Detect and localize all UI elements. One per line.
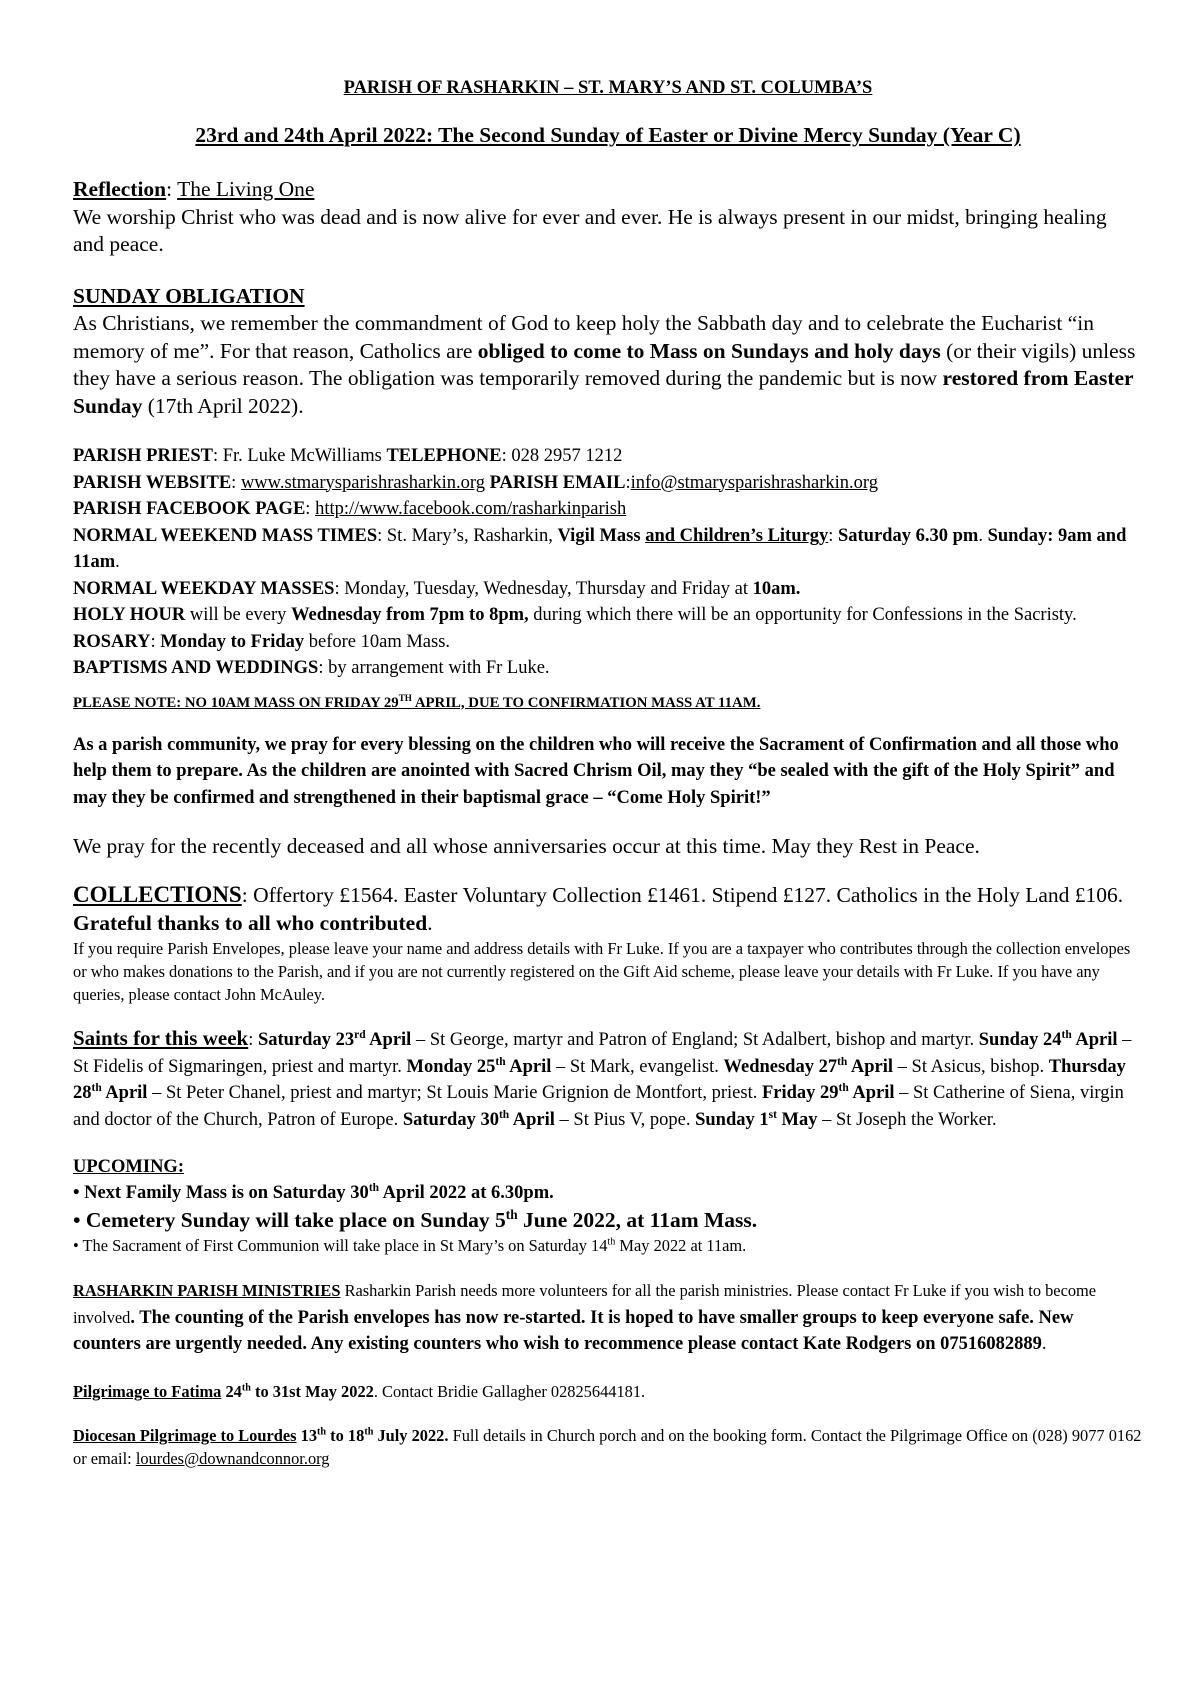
saint-entry: Monday 25th April – St Mark, evangelist. bbox=[406, 1055, 724, 1077]
website-line: PARISH WEBSITE: www.stmarysparishrasharkin.org PARISH EMAIL:info@stmarysparishrasharkin.org bbox=[73, 472, 879, 493]
obligation-text: (or their vigils) unless they have a serious reason. The obligation was temporarily removed during the pandemic but is now bbox=[73, 338, 1136, 390]
upcoming-section bbox=[73, 1154, 1143, 1258]
date-title: 23rd and 24th April 2022: The Second Sunday of Easter or Divine Mercy Sunday (Year C) bbox=[195, 123, 1021, 147]
fatima-pilgrimage: Pilgrimage to Fatima 24th to 31st May 2022. Contact Bridie Gallagher 02825644181. bbox=[73, 1381, 646, 1401]
baptisms-line: BAPTISMS AND WEDDINGS: by arrangement with Fr Luke. bbox=[73, 658, 550, 678]
lourdes-email-link[interactable]: lourdes@downandconnor.org bbox=[135, 1448, 330, 1468]
facebook-link[interactable]: http://www.facebook.com/rasharkinparish bbox=[315, 499, 627, 519]
saints-heading: Saints for this week bbox=[73, 1026, 249, 1050]
saint-entry: Sunday 24th April – St Fidelis of Sigmaringen, priest and martyr. bbox=[73, 1028, 1132, 1077]
upcoming-heading: UPCOMING: bbox=[73, 1157, 184, 1177]
collections-text: Offertory £1564. Easter Voluntary Collection £1461. Stipend £127. Catholics in the Holy Land £106. bbox=[253, 883, 1124, 907]
collections-thanks: Grateful thanks to all who contributed bbox=[73, 910, 428, 935]
newsletter-page bbox=[73, 70, 1143, 1470]
ministries-section: RASHARKIN PARISH MINISTRIES Rasharkin Parish needs more volunteers for all the parish ministries. Please contact Fr Luke if you wish to become involved. The counting of the Parish envelopes has now re-started. It is hoped to have smaller groups to keep everyone safe. New counters are urgently needed. Any existing counters who wish to recommence please contact Kate Rodgers on 07516082889. bbox=[73, 1281, 1097, 1354]
saint-entry: Sunday 1st May – St Joseph the Worker. bbox=[695, 1108, 997, 1130]
reflection-title: The Living One bbox=[177, 177, 315, 201]
priest-line: PARISH PRIEST: Fr. Luke McWilliams TELEPHONE: 028 2957 1212 bbox=[73, 446, 623, 466]
obligation-bold: restored from Easter Sunday bbox=[73, 366, 1134, 418]
reflection-text: We worship Christ who was dead and is now alive for ever and ever. He is always present in our midst, bringing healing and peace. bbox=[73, 204, 1107, 256]
upcoming-item-first-communion: • The Sacrament of First Communion will take place in St Mary’s on Saturday 14th May 2022 at 11am. bbox=[73, 1236, 747, 1255]
facebook-line: PARISH FACEBOOK PAGE: http://www.facebook.com/rasharkinparish bbox=[73, 499, 627, 519]
lourdes-pilgrimage: Diocesan Pilgrimage to Lourdes 13th to 18th July 2022. Full details in Church porch and on the booking form. Contact the Pilgrimage Office on (028) 9077 0162 or email: lourdes@downandconnor.org bbox=[73, 1425, 1142, 1468]
parish-title: PARISH OF RASHARKIN – ST. MARY’S AND ST. COLUMBA’S bbox=[343, 78, 873, 98]
collections-heading: COLLECTIONS bbox=[73, 882, 242, 907]
priest-name: Fr. Luke McWilliams bbox=[222, 446, 382, 466]
telephone-number: 028 2957 1212 bbox=[511, 446, 623, 466]
saint-entry: Thursday 28th April – St Peter Chanel, priest and martyr; St Louis Marie Grignion de Montfort, priest. bbox=[73, 1056, 1126, 1103]
deceased-prayer: We pray for the recently deceased and all whose anniversaries occur at this time. May they Rest in Peace. bbox=[73, 834, 980, 858]
upcoming-item-family-mass: • Next Family Mass is on Saturday 30th April 2022 at 6.30pm. bbox=[73, 1181, 554, 1203]
weekday-mass-line: NORMAL WEEKDAY MASSES: Monday, Tuesday, Wednesday, Thursday and Friday at 10am. bbox=[73, 578, 801, 599]
ministries-heading: RASHARKIN PARISH MINISTRIES bbox=[73, 1281, 341, 1300]
email-link[interactable]: info@stmarysparishrasharkin.org bbox=[630, 472, 879, 493]
obligation-text: As Christians, we remember the commandment of God to keep holy the Sabbath day and to celebrate the Eucharist “in memory of me”. For that reason, Catholics are bbox=[73, 311, 1094, 363]
saints-section: Saints for this week: Saturday 23rd April – St George, martyr and Patron of England; St Adalbert, bishop and martyr. Sunday 24th April – St Fidelis of Sigmaringen, priest and martyr. Monday 25th April – St Mark, evangelist. Wednesday 27th April – St Asicus, bishop. Thursday 28th April – St Peter Chanel, priest and martyr; St Louis Marie Grignion de Montfort, priest. Friday 29th April – St Catherine of Siena, virgin and doctor of the Church, Patron of Europe. Saturday 30th April – St Pius V, pope. Sunday 1st May – St Joseph the Worker. bbox=[73, 1026, 1132, 1130]
weekend-mass-line: NORMAL WEEKEND MASS TIMES: St. Mary’s, Rasharkin, Vigil Mass and Children’s Liturgy: Saturday 6.30 pm. Sunday: 9am and 11am. bbox=[73, 525, 1127, 572]
obligation-bold: obliged to come to Mass on Sundays and holy days bbox=[477, 338, 941, 363]
obligation-text: (17th April 2022). bbox=[142, 393, 304, 418]
lourdes-heading: Diocesan Pilgrimage to Lourdes bbox=[73, 1425, 297, 1445]
reflection-section: Reflection: The Living One We worship Christ who was dead and is now alive for ever and ever. He is always present in our midst, bringing healing and peace. bbox=[73, 177, 1107, 256]
confirmation-notice: PLEASE NOTE: NO 10AM MASS ON FRIDAY 29TH APRIL, DUE TO CONFIRMATION MASS AT 11AM. bbox=[73, 692, 761, 711]
collections-section: COLLECTIONS: Offertory £1564. Easter Voluntary Collection £1461. Stipend £127. Catholics in the Holy Land £106. Grateful thanks to all who contributed. If you require Parish Envelopes, please leave your name and address details with Fr Luke. If you are a taxpayer who contributes through the collection envelopes or who makes donations to the Parish, and if you are not currently registered on the Gift Aid scheme, please leave your details with Fr Luke. If you have any queries, please contact John McAuley. bbox=[73, 881, 1143, 1006]
obligation-section bbox=[73, 283, 1143, 421]
saint-entry: Saturday 23rd April – St George, martyr and Patron of England; St Adalbert, bishop and martyr. bbox=[257, 1028, 979, 1050]
contacts-section bbox=[73, 443, 1143, 682]
confirmation-prayer: As a parish community, we pray for every blessing on the children who will receive the Sacrament of Confirmation and all those who help them to prepare. As the children are anointed with Sacred Chrism Oil, may they “be sealed with the gift of the Holy Spirit” and may they be confirmed and strengthened in their baptismal grace – “Come Holy Spirit!” bbox=[73, 734, 1119, 808]
reflection-label: Reflection bbox=[73, 177, 167, 201]
holy-hour-line: HOLY HOUR will be every Wednesday from 7pm to 8pm, during which there will be an opportunity for Confessions in the Sacristy. bbox=[73, 605, 1077, 625]
rosary-line: ROSARY: Monday to Friday before 10am Mass. bbox=[73, 631, 451, 652]
website-link[interactable]: www.stmarysparishrasharkin.org bbox=[240, 472, 485, 493]
envelopes-text: If you require Parish Envelopes, please leave your name and address details with Fr Luke. If you are a taxpayer who contributes through the collection envelopes or who makes donations to the Parish, and if you are not currently registered on the Gift Aid scheme, please leave your details with Fr Luke. If you have any queries, please contact John McAuley. bbox=[73, 939, 1131, 1004]
upcoming-item-cemetery-sunday: • Cemetery Sunday will take place on Sunday 5th June 2022, at 11am Mass. bbox=[73, 1206, 758, 1232]
saint-entry: Saturday 30th April – St Pius V, pope. bbox=[402, 1108, 696, 1130]
saint-entry: Friday 29th April – St Catherine of Siena, virgin and doctor of the Church, Patron of Europe. bbox=[73, 1081, 1124, 1130]
saint-entry: Wednesday 27th April – St Asicus, bishop. bbox=[723, 1055, 1049, 1077]
fatima-heading: Pilgrimage to Fatima bbox=[73, 1381, 222, 1401]
obligation-heading: SUNDAY OBLIGATION bbox=[73, 283, 305, 308]
